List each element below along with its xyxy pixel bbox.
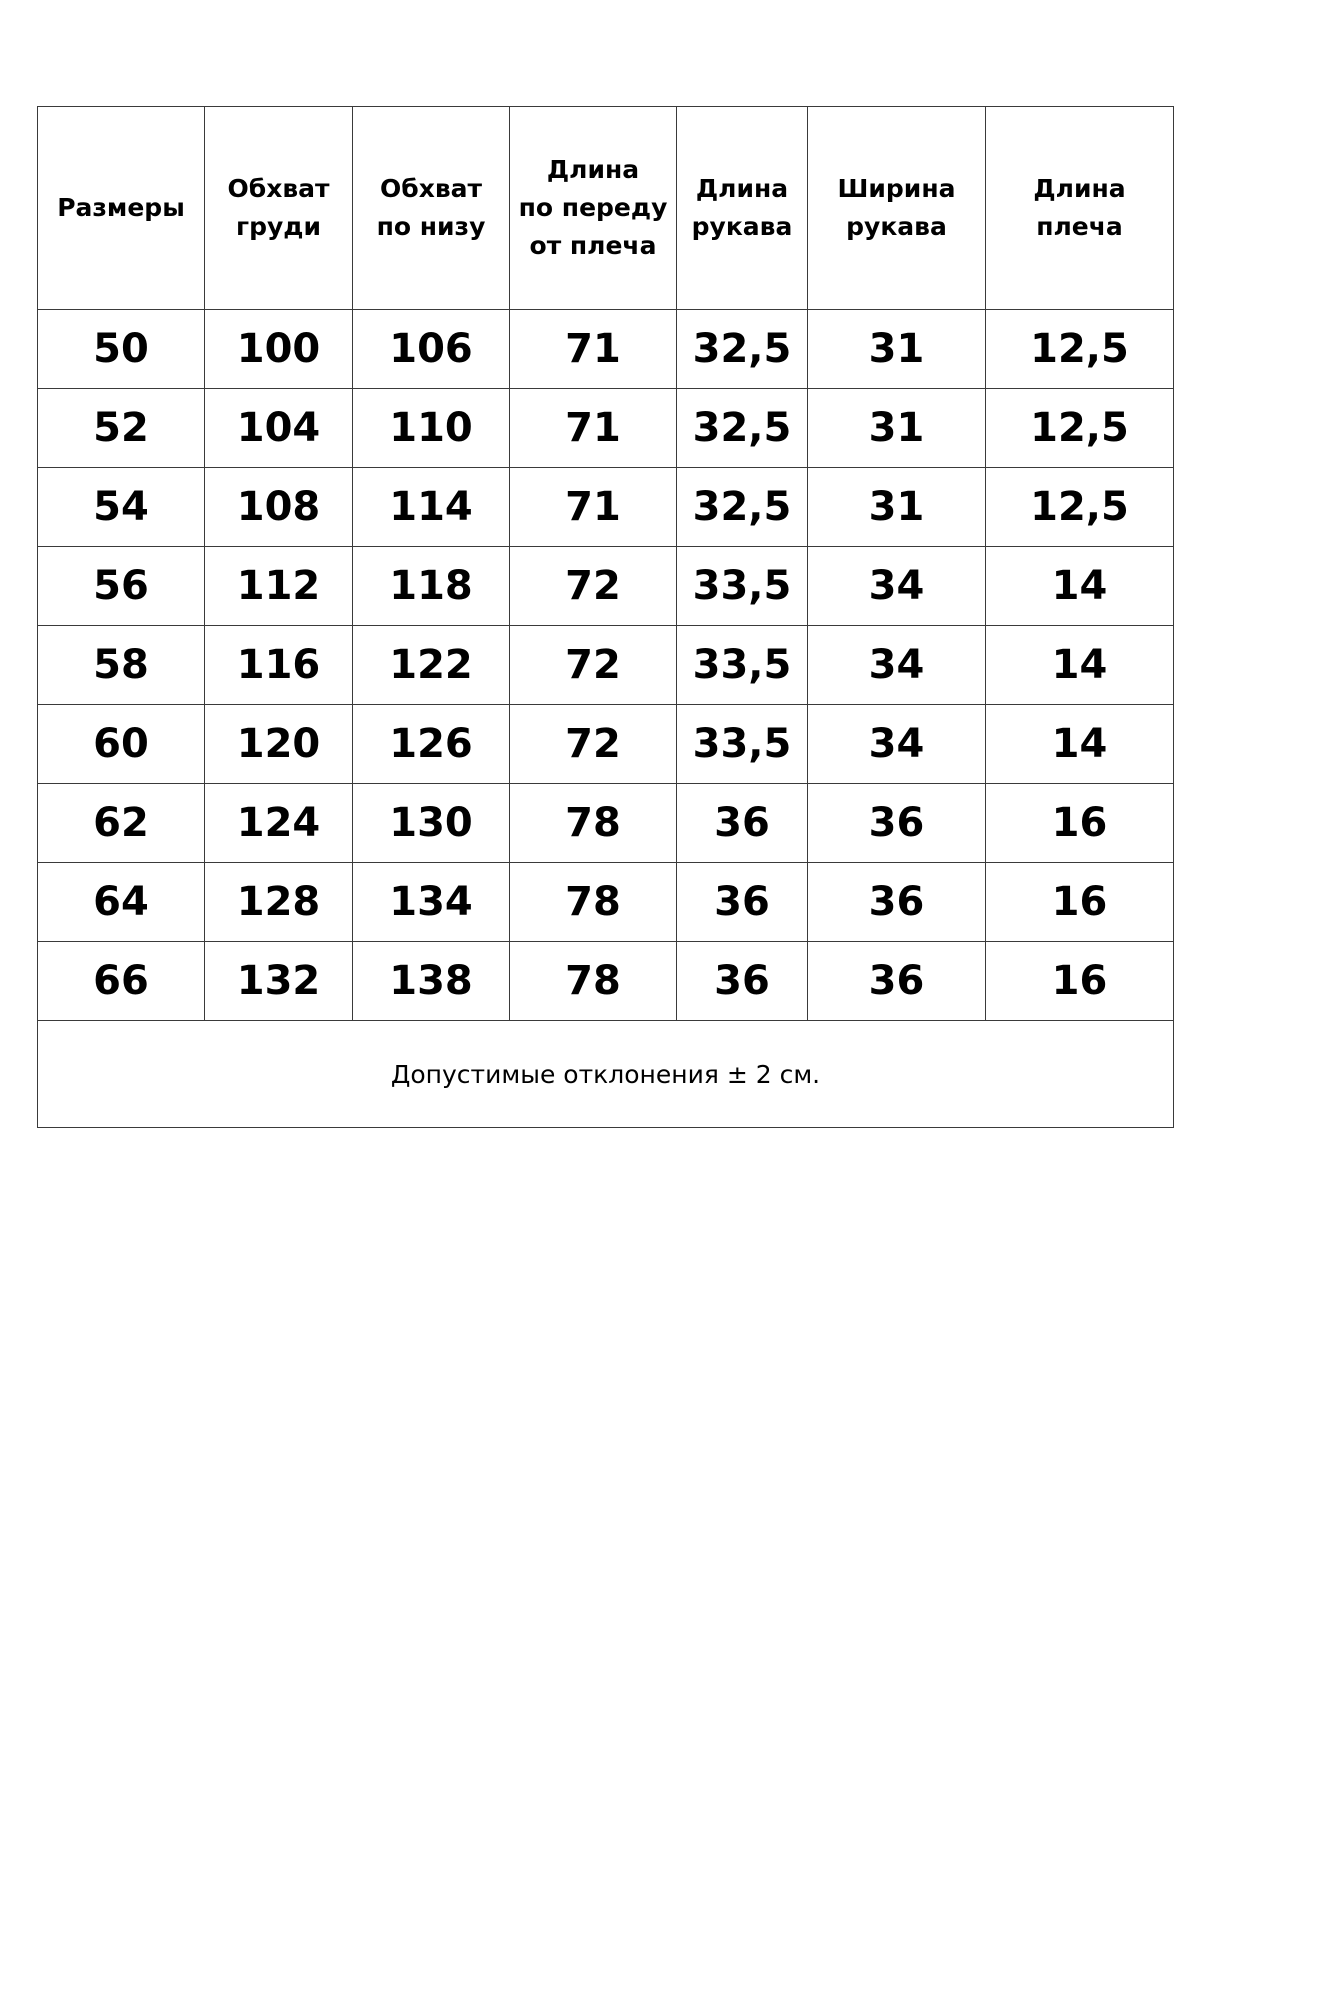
cell-sleeve-length: 36 — [677, 942, 808, 1021]
cell-shoulder-length: 12,5 — [986, 468, 1174, 547]
table-row — [38, 705, 1174, 784]
cell-sleeve-width: 36 — [808, 942, 986, 1021]
table-row — [38, 547, 1174, 626]
tolerance-note: Допустимые отклонения ± 2 см. — [38, 1021, 1174, 1128]
cell-hem-girth: 130 — [353, 784, 510, 863]
cell-size: 54 — [38, 468, 205, 547]
cell-front-length: 72 — [510, 626, 677, 705]
header-size: Размеры — [38, 107, 205, 310]
cell-chest-girth: 128 — [205, 863, 353, 942]
header-chest-girth: Обхват груди — [205, 107, 353, 310]
cell-hem-girth: 134 — [353, 863, 510, 942]
size-chart-table — [37, 106, 1174, 1128]
cell-size: 66 — [38, 942, 205, 1021]
cell-sleeve-width: 34 — [808, 547, 986, 626]
cell-shoulder-length: 12,5 — [986, 389, 1174, 468]
cell-sleeve-width: 34 — [808, 705, 986, 784]
header-row — [38, 107, 1174, 310]
cell-sleeve-length: 33,5 — [677, 626, 808, 705]
cell-front-length: 71 — [510, 310, 677, 389]
header-shoulder-length: Длина плеча — [986, 107, 1174, 310]
cell-front-length: 78 — [510, 942, 677, 1021]
cell-size: 52 — [38, 389, 205, 468]
cell-sleeve-length: 33,5 — [677, 547, 808, 626]
cell-sleeve-length: 36 — [677, 784, 808, 863]
cell-hem-girth: 118 — [353, 547, 510, 626]
cell-sleeve-length: 33,5 — [677, 705, 808, 784]
cell-size: 60 — [38, 705, 205, 784]
cell-sleeve-width: 31 — [808, 310, 986, 389]
cell-sleeve-length: 32,5 — [677, 389, 808, 468]
cell-front-length: 72 — [510, 547, 677, 626]
cell-size: 64 — [38, 863, 205, 942]
cell-hem-girth: 114 — [353, 468, 510, 547]
cell-sleeve-width: 34 — [808, 626, 986, 705]
cell-shoulder-length: 14 — [986, 547, 1174, 626]
cell-sleeve-width: 31 — [808, 389, 986, 468]
cell-front-length: 78 — [510, 784, 677, 863]
cell-chest-girth: 108 — [205, 468, 353, 547]
cell-size: 62 — [38, 784, 205, 863]
header-sleeve-length: Длина рукава — [677, 107, 808, 310]
table-row — [38, 310, 1174, 389]
table-row — [38, 863, 1174, 942]
table-row — [38, 784, 1174, 863]
cell-chest-girth: 124 — [205, 784, 353, 863]
cell-front-length: 71 — [510, 468, 677, 547]
cell-hem-girth: 138 — [353, 942, 510, 1021]
cell-shoulder-length: 12,5 — [986, 310, 1174, 389]
cell-shoulder-length: 14 — [986, 705, 1174, 784]
table-row — [38, 468, 1174, 547]
cell-chest-girth: 112 — [205, 547, 353, 626]
cell-shoulder-length: 16 — [986, 784, 1174, 863]
table-row — [38, 389, 1174, 468]
cell-hem-girth: 122 — [353, 626, 510, 705]
cell-chest-girth: 132 — [205, 942, 353, 1021]
cell-sleeve-length: 36 — [677, 863, 808, 942]
cell-shoulder-length: 16 — [986, 863, 1174, 942]
cell-hem-girth: 110 — [353, 389, 510, 468]
cell-front-length: 78 — [510, 863, 677, 942]
cell-sleeve-width: 36 — [808, 784, 986, 863]
cell-chest-girth: 116 — [205, 626, 353, 705]
cell-chest-girth: 120 — [205, 705, 353, 784]
table-row — [38, 942, 1174, 1021]
header-sleeve-width: Ширина рукава — [808, 107, 986, 310]
cell-chest-girth: 104 — [205, 389, 353, 468]
header-front-length: Длина по переду от плеча — [510, 107, 677, 310]
cell-front-length: 71 — [510, 389, 677, 468]
table-row — [38, 626, 1174, 705]
cell-size: 58 — [38, 626, 205, 705]
cell-front-length: 72 — [510, 705, 677, 784]
cell-sleeve-width: 31 — [808, 468, 986, 547]
cell-hem-girth: 106 — [353, 310, 510, 389]
cell-sleeve-length: 32,5 — [677, 310, 808, 389]
footnote-row — [38, 1021, 1174, 1128]
cell-sleeve-length: 32,5 — [677, 468, 808, 547]
cell-hem-girth: 126 — [353, 705, 510, 784]
cell-shoulder-length: 14 — [986, 626, 1174, 705]
cell-size: 56 — [38, 547, 205, 626]
cell-size: 50 — [38, 310, 205, 389]
cell-chest-girth: 100 — [205, 310, 353, 389]
cell-shoulder-length: 16 — [986, 942, 1174, 1021]
header-hem-girth: Обхват по низу — [353, 107, 510, 310]
cell-sleeve-width: 36 — [808, 863, 986, 942]
